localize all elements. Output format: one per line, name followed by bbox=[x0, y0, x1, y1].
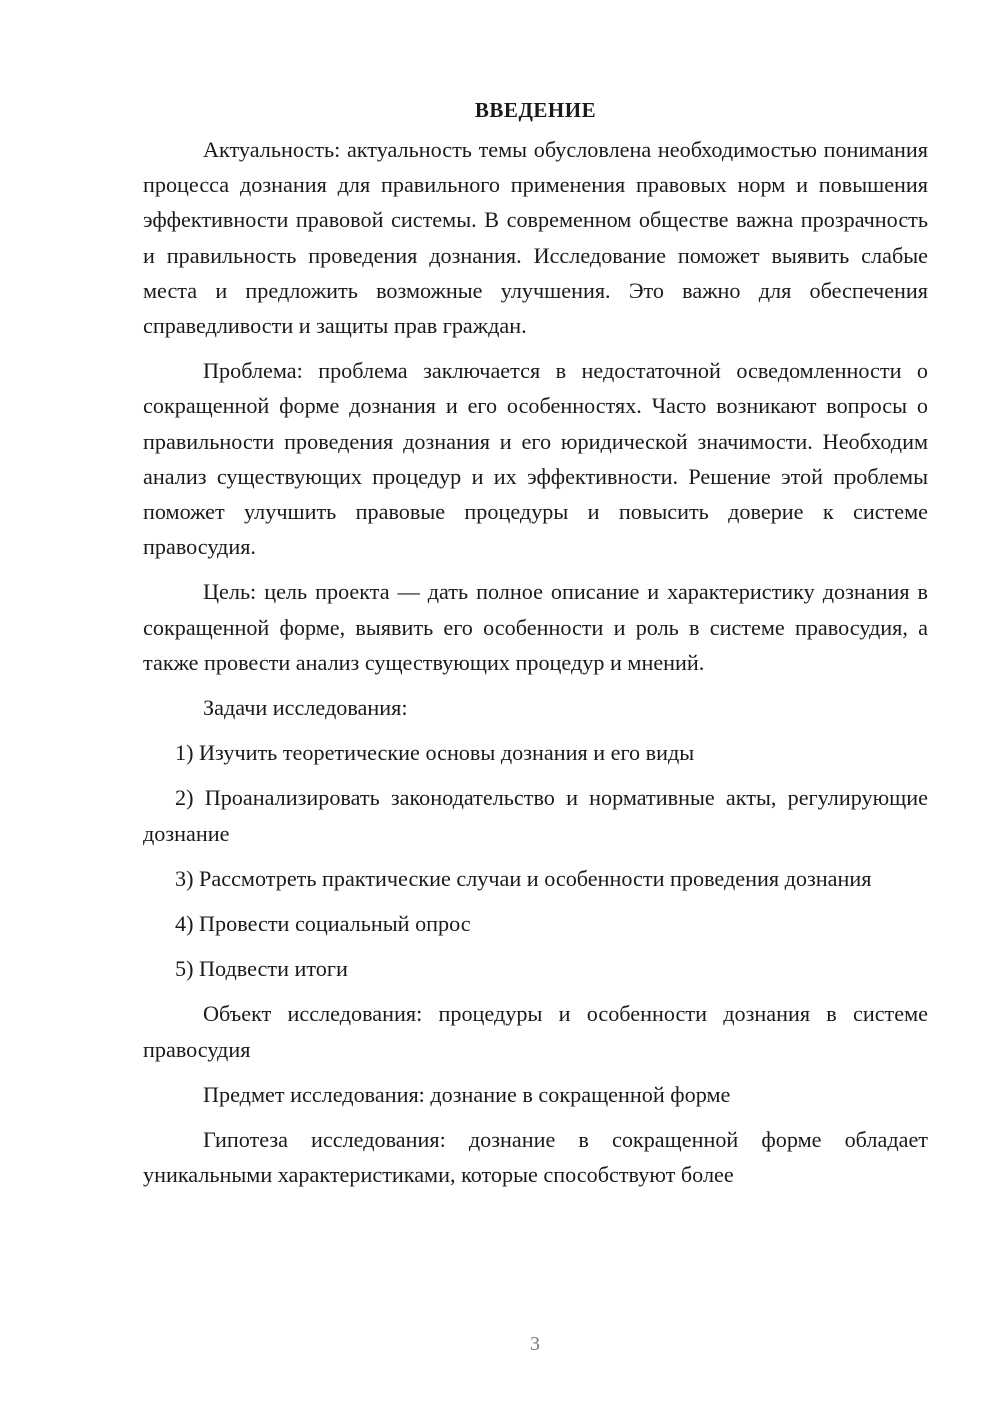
list-item: 5) Подвести итоги bbox=[175, 956, 348, 982]
tasks-list bbox=[143, 735, 928, 986]
paragraph-relevance: Актуальность: актуальность темы обусловлена необходимостью понимания процесса дознания для правильного применения правовых норм и повышения эффективности правовой системы. В современном обществе важна прозрачность и правильность проведения дознания. Исследование поможет выявить слабые места и предложить возможные улучшения. Это важно для обеспечения справедливости и защиты прав граждан. bbox=[143, 137, 928, 339]
paragraph-hypothesis: Гипотеза исследования: дознание в сокращенной форме обладает уникальными характеристиками, которые способствуют более bbox=[143, 1127, 928, 1188]
paragraph-goal: Цель: цель проекта — дать полное описание и характеристику дознания в сокращенной форме, выявить его особенности и роль в системе правосудия, а также провести анализ существующих процедур и мнений. bbox=[143, 579, 928, 675]
list-item: 4) Провести социальный опрос bbox=[175, 911, 471, 937]
list-item: 1) Изучить теоретические основы дознания и его виды bbox=[175, 740, 695, 766]
list-item: 2) Проанализировать законодательство и нормативные акты, регулирующие дознание bbox=[143, 785, 928, 846]
paragraph-problem: Проблема: проблема заключается в недостаточной осведомленности о сокращенной форме дознания и его особенностях. Часто возникают вопросы о правильности проведения дознания и его юридической значимости. Необходим анализ существующих процедур и их эффективности. Решение этой проблемы поможет улучшить правовые процедуры и повысить доверие к системе правосудия. bbox=[143, 358, 928, 560]
paragraph-object: Объект исследования: процедуры и особенности дознания в системе правосудия bbox=[143, 1001, 928, 1062]
paragraph-subject: Предмет исследования: дознание в сокращенной форме bbox=[203, 1081, 731, 1107]
section-heading: ВВЕДЕНИЕ bbox=[474, 98, 597, 122]
list-item: 3) Рассмотреть практические случаи и особенности проведения дознания bbox=[175, 865, 872, 891]
tasks-title: Задачи исследования: bbox=[203, 695, 408, 721]
page-number: 3 bbox=[530, 1333, 540, 1355]
document-page bbox=[143, 92, 928, 1192]
